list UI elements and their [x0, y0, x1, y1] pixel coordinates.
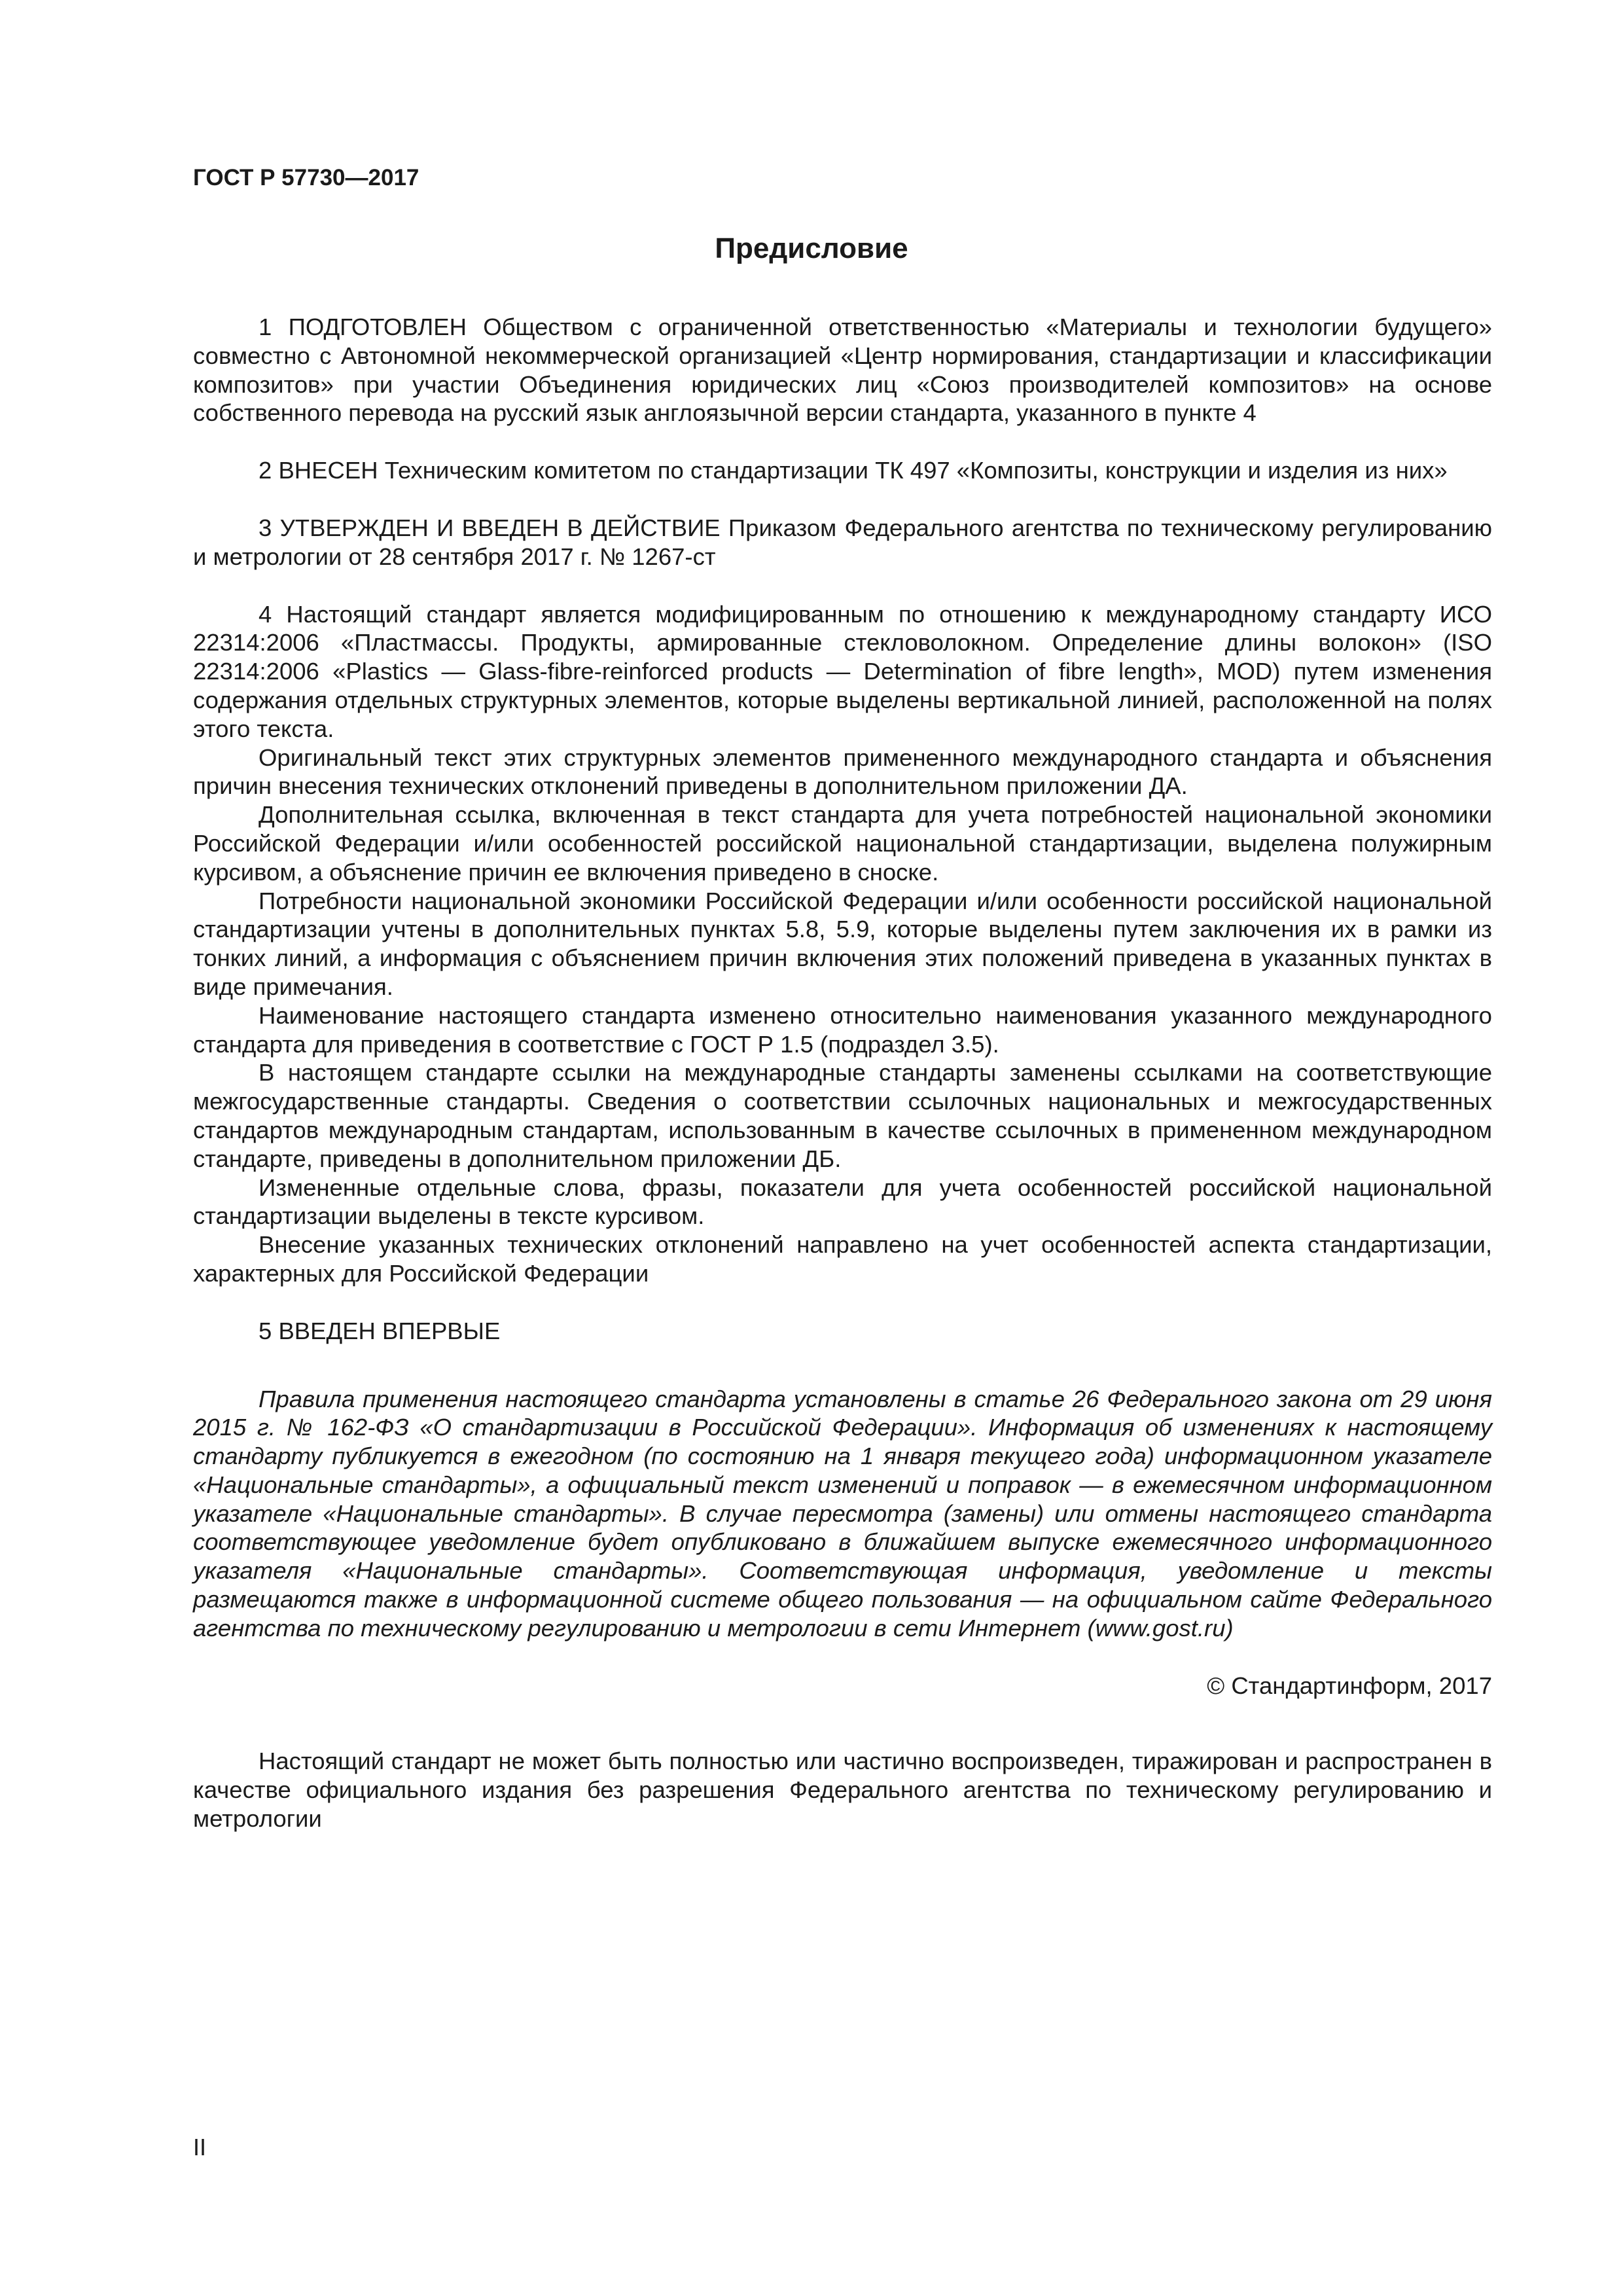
rules-note: Правила применения настоящего стандарта установлены в статье 26 Федерального закона от 29 июня 2015 г. № 162-ФЗ «О стандартизации в Российской Федерации». Информация об изменениях к настоящему стандарту публикуется в ежегодном (по состоянию на 1 января текущего года) информационном указателе «Национальные стандарты», а официальный текст изменений и поправок — в ежемесячном информационном указателе «Национальные стандарты». В случае пересмотра (замены) или отмены настоящего стандарта соответствующее уведомление будет опубликовано в ближайшем выпуске ежемесячного информационного указателя «Национальные стандарты». Соответствующая информация, уведомление и тексты размещаются также в информационной системе общего пользования — на официальном сайте Федерального агентства по техническому регулированию и метрологии в сети Интернет (www.gost.ru): [193, 1385, 1492, 1641]
page-title: Предисловие: [715, 232, 908, 264]
paragraph-italic-changes: Измененные отдельные слова, фразы, показатели для учета особенностей российской национальной стандартизации выделены в тексте курсивом.: [193, 1174, 1492, 1230]
page-number: II: [193, 2134, 207, 2161]
paragraph-additional-reference: Дополнительная ссылка, включенная в текст стандарта для учета потребностей национальной экономики Российской Федерации и/или особенностей российской национальной стандартизации, выделена полужирным курсивом, а объяснение причин ее включения приведено в сноске.: [193, 801, 1492, 886]
paragraph-original-text: Оригинальный текст этих структурных элементов примененного международного стандарта и объяснения причин внесения технических отклонений приведены в дополнительном приложении ДА.: [193, 744, 1492, 800]
paragraph-national-needs: Потребности национальной экономики Российской Федерации и/или особенности российской национальной стандартизации учтены в дополнительных пунктах 5.8, 5.9, которые выделены путем заключения их в рамки из тонких линий, а информация с объяснением причин включения этих положений приведена в указанных пунктах в виде примечания.: [193, 887, 1492, 1000]
copyright-line: © Стандартинформ, 2017: [1207, 1672, 1492, 1699]
standard-code: ГОСТ Р 57730—2017: [193, 165, 419, 190]
paragraph-title-change: Наименование настоящего стандарта изменено относительно наименования указанного международного стандарта для приведения в соответствие с ГОСТ Р 1.5 (подраздел 3.5).: [193, 1001, 1492, 1058]
foreword-body: [193, 313, 1492, 1833]
paragraph-references: В настоящем стандарте ссылки на международные стандарты заменены ссылками на соответствующие межгосударственные стандарты. Сведения о соответствии ссылочных национальных и межгосударственных стандартов международным стандартам, использованным в качестве ссылочных в примененном международном стандарте, приведены в дополнительном приложении ДБ.: [193, 1059, 1492, 1172]
paragraph-modified: 4 Настоящий стандарт является модифицированным по отношению к международному стандарту ИСО 22314:2006 «Пластмассы. Продукты, армированные стекловолокном. Определение длины волокон» (ISO 22314:2006 «Plastics — Glass-fibre-reinforced products — Determination of fibre length», MOD) путем изменения содержания отдельных структурных элементов, которые выделены вертикальной линией, расположенной на полях этого текста.: [193, 600, 1492, 742]
paragraph-introduced: 2 ВНЕСЕН Техническим комитетом по стандартизации ТК 497 «Композиты, конструкции и изделия из них»: [259, 457, 1448, 484]
paragraph-deviations: Внесение указанных технических отклонений направлено на учет особенностей аспекта стандартизации, характерных для Российской Федерации: [193, 1231, 1492, 1287]
reproduction-notice: Настоящий стандарт не может быть полностью или частично воспроизведен, тиражирован и распространен в качестве официального издания без разрешения Федерального агентства по техническому регулированию и метрологии: [193, 1748, 1492, 1833]
paragraph-approved: 3 УТВЕРЖДЕН И ВВЕДЕН В ДЕЙСТВИЕ Приказом Федерального агентства по техническому регулированию и метрологии от 28 сентября 2017 г. № 1267-ст: [193, 514, 1492, 570]
paragraph-prepared: 1 ПОДГОТОВЛЕН Обществом с ограниченной ответственностью «Материалы и технологии будущего» совместно с Автономной некоммерческой организацией «Центр нормирования, стандартизации и классификации композитов» при участии Объединения юридических лиц «Союз производителей композитов» на основе собственного перевода на русский язык англоязычной версии стандарта, указанного в пункте 4: [193, 314, 1492, 427]
paragraph-first-introduced: 5 ВВЕДЕН ВПЕРВЫЕ: [259, 1317, 501, 1344]
